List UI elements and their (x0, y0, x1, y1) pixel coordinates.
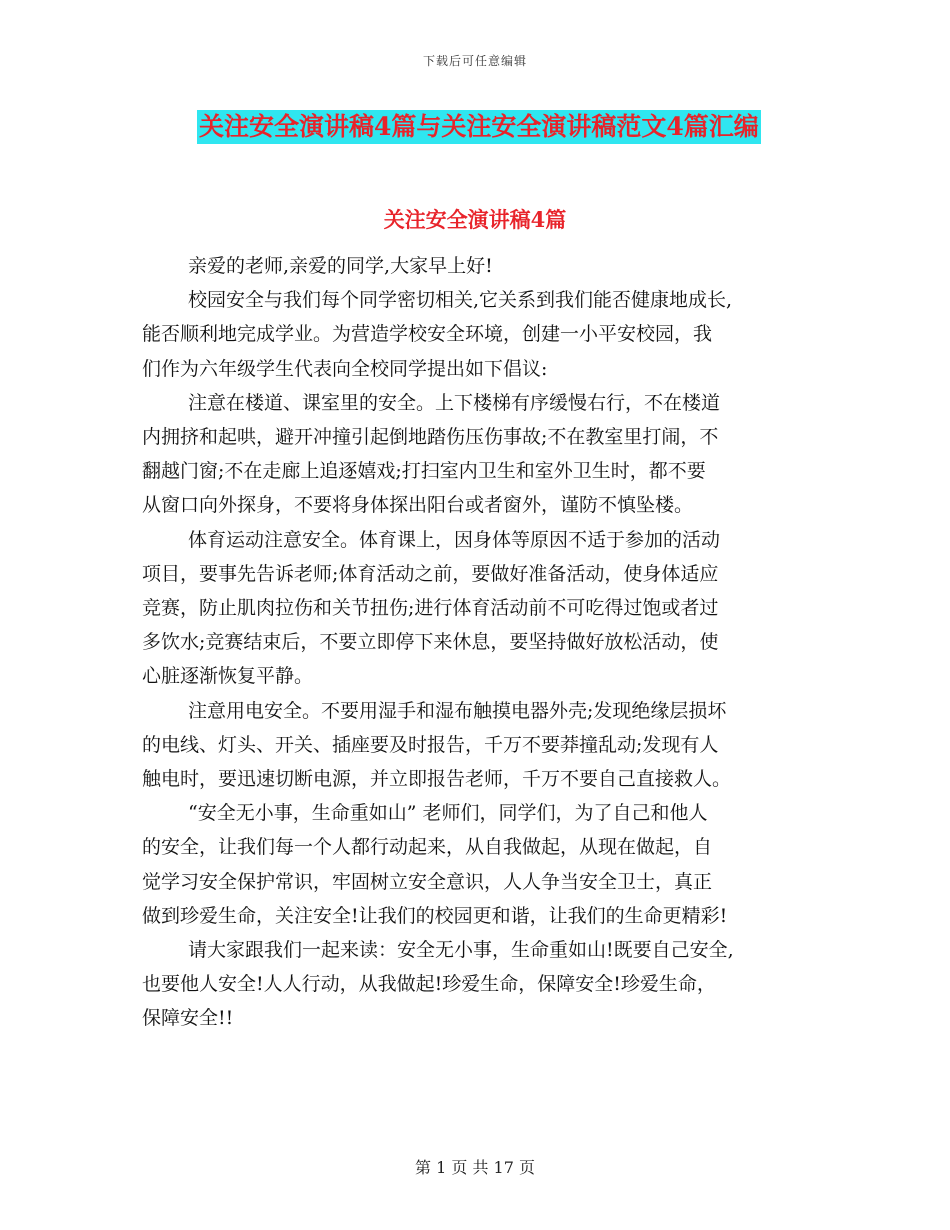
page-header-note: 下载后可任意编辑 (422, 54, 527, 68)
paragraph (142, 386, 822, 523)
paragraph-line: 做到珍爱生命，关注安全!让我们的校园更和谐，让我们的生命更精彩! (142, 904, 728, 927)
paragraph-line: 们作为六年级学生代表向全校同学提出如下倡议: (142, 357, 548, 380)
paragraph-line: 注意用电安全。不要用湿手和湿布触摸电器外壳;发现绝缘层损坏 (188, 699, 727, 722)
paragraph-line: 内拥挤和起哄，避开冲撞引起倒地踏伤压伤事故;不在教室里打闹，不 (142, 426, 719, 449)
paragraph-line: 触电时，要迅速切断电源，并立即报告老师，千万不要自己直接救人。 (142, 768, 732, 791)
paragraph (142, 523, 822, 694)
paragraph-line: 能否顺利地完成学业。为营造学校安全环境，创建一小平安校园，我 (142, 323, 713, 346)
document-main-title: 关注安全演讲稿4篇与关注安全演讲稿范文4篇汇编 (197, 110, 761, 144)
paragraph (142, 796, 822, 933)
paragraph-line: 多饮水;竞赛结束后，不要立即停下来休息，要坚持做好放松活动，使 (142, 631, 719, 654)
paragraph-line: 的安全，让我们每一个人都行动起来，从自我做起，从现在做起，自 (142, 836, 713, 859)
paragraph-line: 体育运动注意安全。体育课上，因身体等原因不适于参加的活动 (188, 528, 721, 551)
body-text (142, 249, 822, 1036)
paragraph-line: 校园安全与我们每个同学密切相关,它关系到我们能否健康地成长, (188, 289, 733, 312)
paragraph-line: 从窗口向外探身，不要将身体探出阳台或者窗外，谨防不慎坠楼。 (142, 494, 694, 517)
paragraph (142, 694, 822, 797)
paragraph-line: 亲爱的老师,亲爱的同学,大家早上好! (188, 255, 493, 277)
paragraph (142, 249, 822, 283)
paragraph-line: 保障安全!! (142, 1007, 234, 1030)
paragraph-line: 也要他人安全!人人行动，从我做起!珍爱生命，保障安全!珍爱生命， (142, 973, 716, 996)
paragraph-line: 请大家跟我们一起来读：安全无小事，生命重如山!既要自己安全, (188, 939, 734, 962)
section-title: 关注安全演讲稿4篇 (383, 207, 567, 232)
paragraph (142, 283, 822, 386)
paragraph-line: 的电线、灯头、开关、插座要及时报告，千万不要莽撞乱动;发现有人 (142, 733, 719, 756)
paragraph-line: 翻越门窗;不在走廊上追逐嬉戏;打扫室内卫生和室外卫生时，都不要 (142, 460, 706, 483)
paragraph (142, 933, 822, 1036)
page-number-footer: 第 1 页 共 17 页 (415, 1158, 535, 1177)
paragraph-line: 项目，要事先告诉老师;体育活动之前，要做好准备活动，使身体适应 (142, 562, 719, 585)
paragraph-line: 注意在楼道、课室里的安全。上下楼梯有序缓慢右行，不在楼道 (188, 391, 721, 414)
paragraph-line: “安全无小事，生命重如山” 老师们，同学们，为了自己和他人 (188, 802, 708, 825)
paragraph-line: 竞赛，防止肌肉拉伤和关节扭伤;进行体育活动前不可吃得过饱或者过 (142, 597, 719, 620)
paragraph-line: 心脏逐渐恢复平静。 (142, 665, 314, 688)
paragraph-line: 觉学习安全保护常识，牢固树立安全意识，人人争当安全卫士，真正 (142, 870, 713, 893)
